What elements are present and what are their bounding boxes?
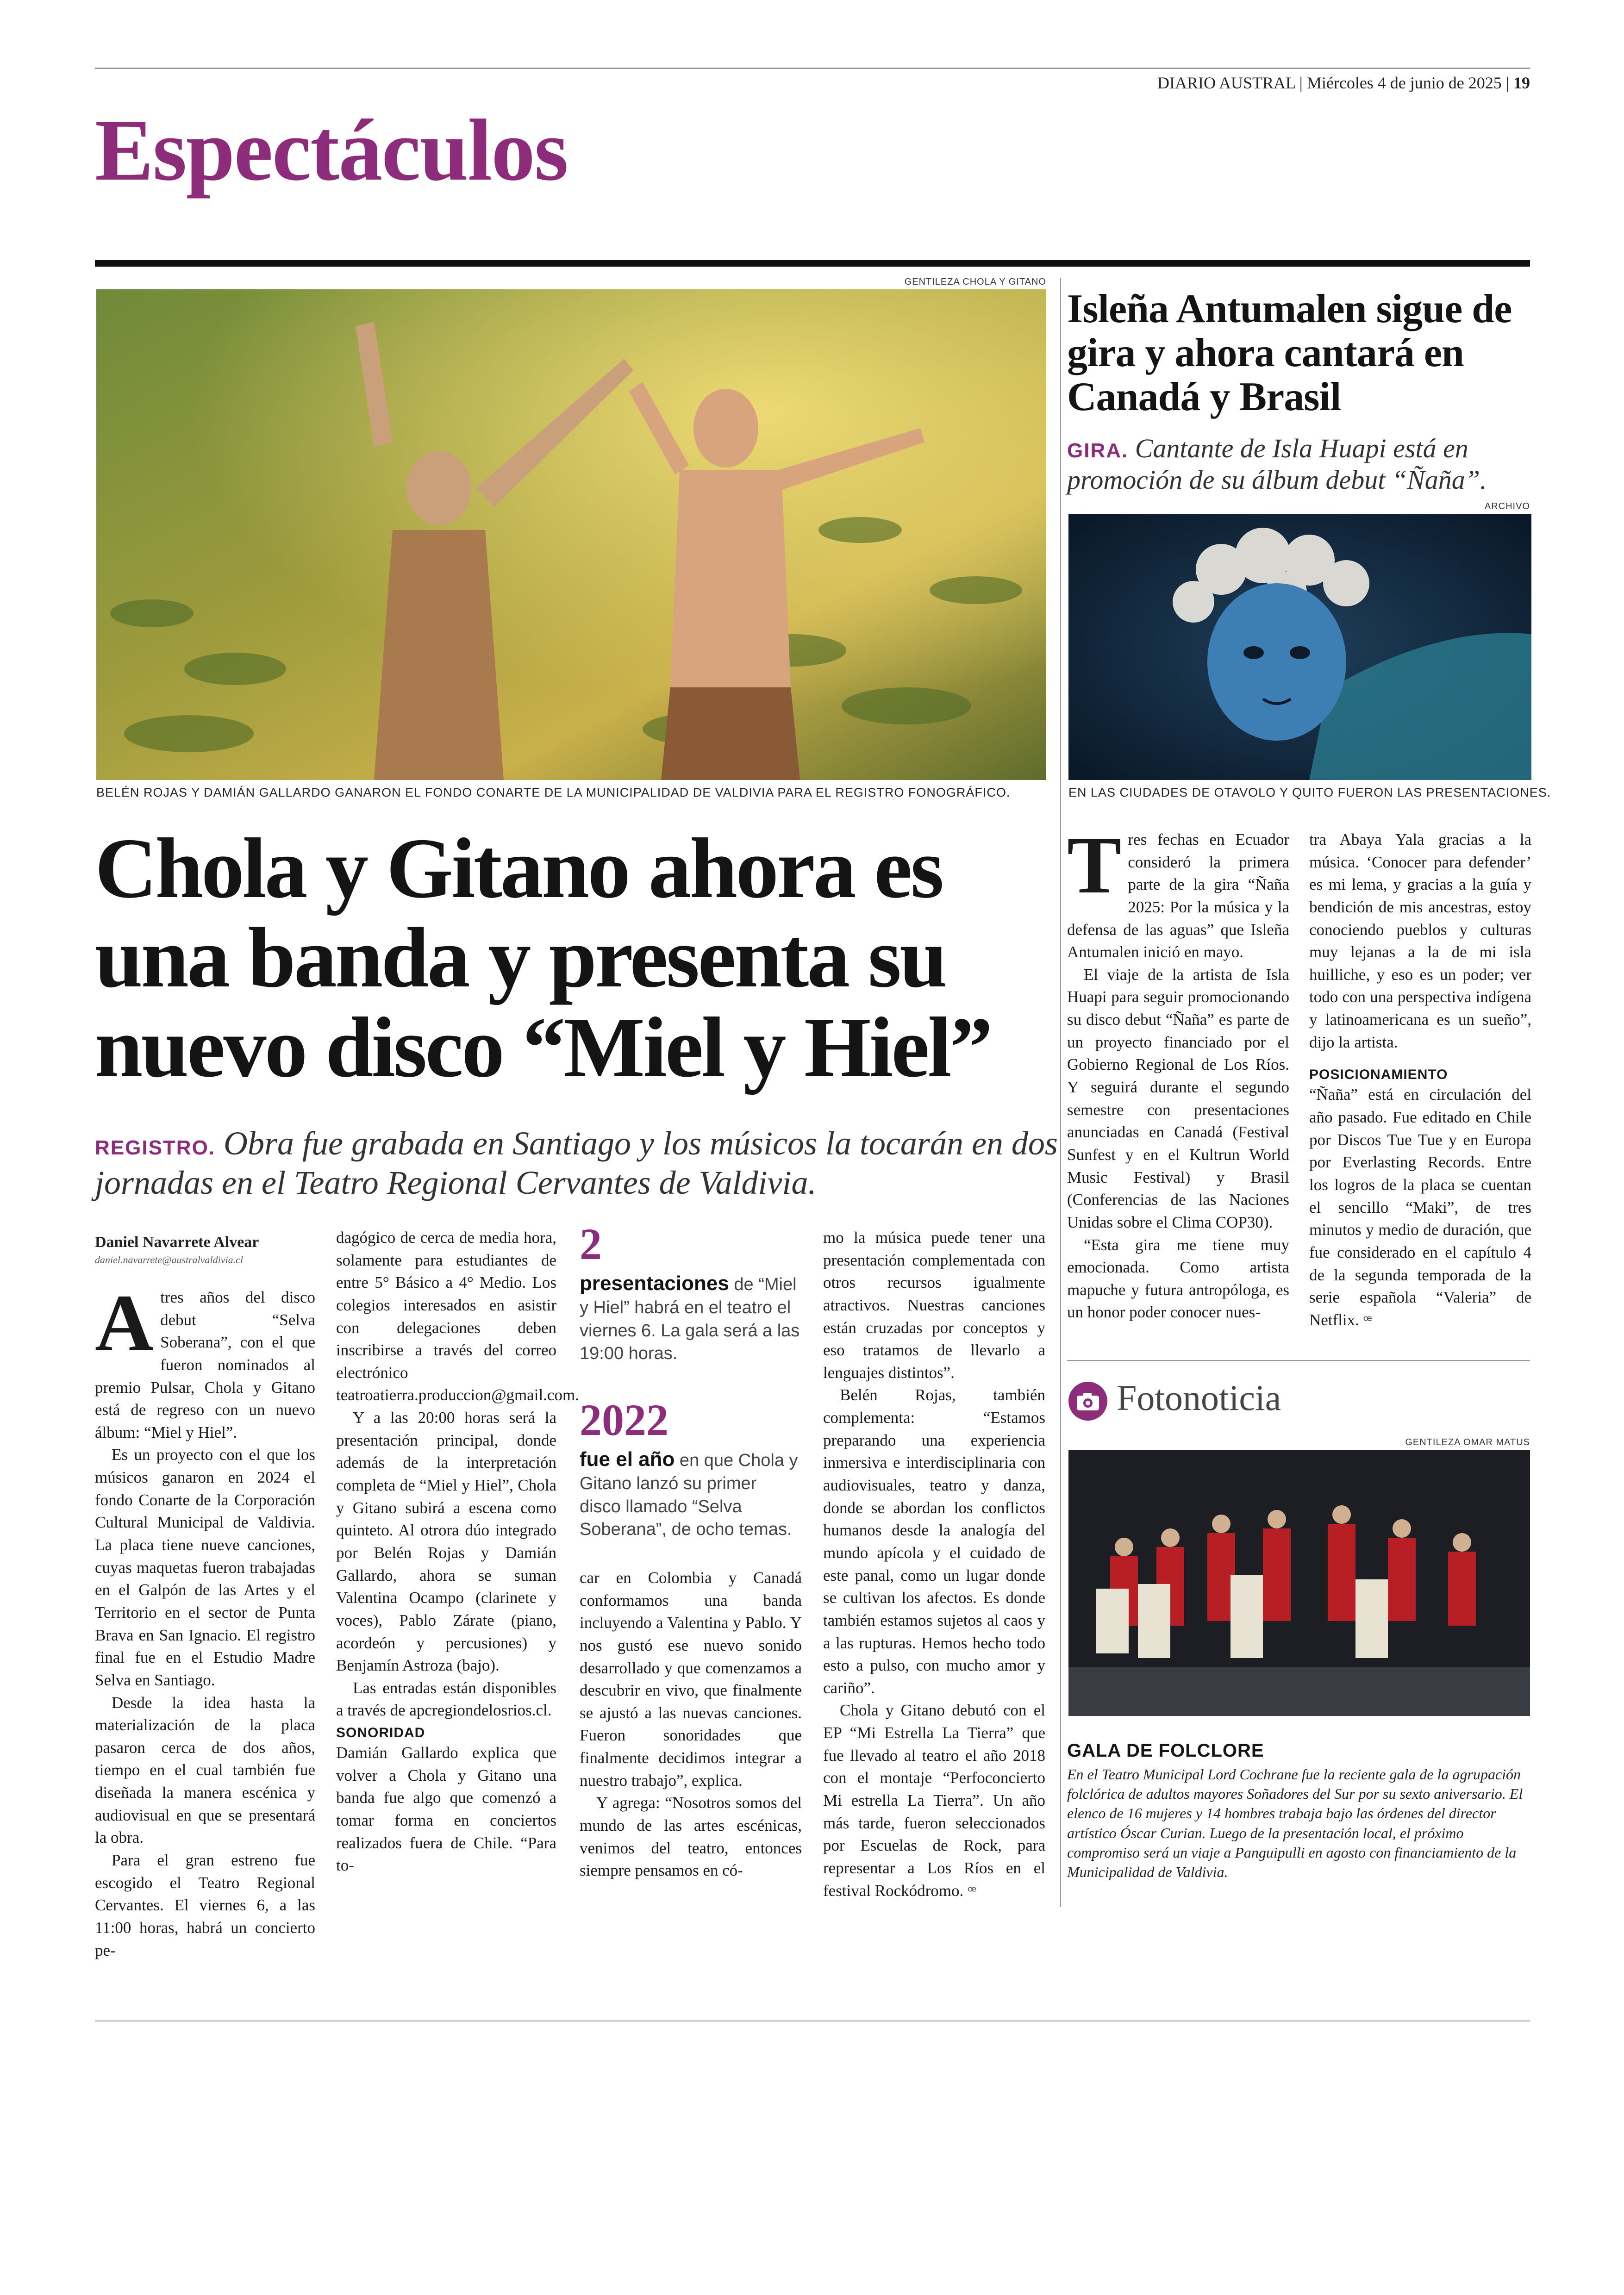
main-col1-p3: Desde la idea hasta la materialización de la placa pasaron cerca de dos años, tiempo en el cual también fue diseñada la manera escénica y audiovisual en que se presentará la obra. <box>95 1693 315 1847</box>
side-col1-p1: res fechas en Ecuador consideró la primera parte de la gira “Ñaña 2025: Por la música y la defensa de las aguas” que Isleña Antumalen inició en mayo. <box>1067 830 1289 961</box>
section-rule <box>95 260 1530 267</box>
main-col4-p3 <box>823 1699 1045 1902</box>
gala-photo-credit: GENTILEZA OMAR MATUS <box>1405 1437 1530 1447</box>
fact2-number: 2022 <box>580 1395 668 1445</box>
fotonoticia-title: Fotonoticia <box>1117 1378 1281 1418</box>
section-title: Espectáculos <box>95 102 568 199</box>
side-photo-credit: ARCHIVO <box>1484 501 1530 511</box>
main-col-1 <box>95 1234 315 1962</box>
fact2-bold: fue el año <box>580 1448 675 1471</box>
main-col4-p2: Belén Rojas, también complementa: “Estamos preparando una experiencia inmersiva e interdisciplinaria con audiovisuales, teatro y danza, donde se abordan los conflictos humanos desde la analogía del mundo apícola y el cuidado de este panal, como un lugar donde se cultivan los afectos. Es donde también estamos sujetos al caos y a las rupturas. Hemos hecho todo esto a pulso, con mucho amor y cariño”. <box>823 1386 1045 1697</box>
end-mark: ꟹ <box>968 1883 977 1899</box>
main-col2-p2: Y a las 20:00 horas será la presentación principal, donde además de la interpretación completa de “Miel y Hiel”, Chola y Gitano subirá a escena como quinteto. Al otrora dúo integrado por Belén Rojas y Damián Gallardo, ahora se suman Valentina Ocampo (clarinete y voces), Pablo Zárate (piano, acordeón y percusiones) y Benjamín Astroza (bajo). <box>336 1409 556 1675</box>
main-col1-p1: tres años del disco debut “Selva Soberana”, con el que fueron nominados al premio Pulsar, Chola y Gitano está de regreso con un nuevo álbum: “Miel y Hiel”. <box>95 1288 315 1441</box>
side-subhead-posicionamiento: POSICIONAMIENTO <box>1309 1067 1448 1083</box>
side-end-mark: ꟹ <box>1363 1313 1372 1328</box>
page-number: 19 <box>1513 74 1530 92</box>
side-photo <box>1068 514 1531 780</box>
side-kicker-tag: GIRA. <box>1067 439 1129 462</box>
main-col4-p3-text: Chola y Gitano debutó con el EP “Mi Estrella La Tierra” que fue llevado al teatro el año 2018 con el montaje “Perfoconcierto Mi estrella La Tierra”. Un año más tarde, fueron seleccionados por Escuelas de Rock, para representar a Los Ríos en el festival Rockódromo. <box>823 1701 1045 1900</box>
fotonoticia-rule <box>1067 1360 1530 1361</box>
side-col-1 <box>1067 820 1289 1324</box>
gala-headline: GALA DE FOLCLORE <box>1067 1740 1264 1761</box>
masthead: DIARIO AUSTRAL | Miércoles 4 de junio de 2025 | 19 <box>1157 74 1530 92</box>
main-col2-p1: dagógico de cerca de media hora, solamente para estudiantes de entre 5° Básico a 4° Medio. Los colegios interesados en asistir con delegaciones deben inscribirse a través del correo electrónico teatroatierra.produccion@gmail.com. <box>336 1229 579 1404</box>
side-col-2 <box>1309 829 1531 1331</box>
main-col-4 <box>823 1227 1045 1902</box>
side-col1-p3: “Esta gira me tiene muy emocionada. Como artista mapuche y futura antropóloga, es un honor poder conocer nues- <box>1067 1235 1289 1322</box>
side-col2-p2 <box>1309 1084 1531 1331</box>
issue-date: Miércoles 4 de junio de 2025 <box>1306 74 1502 92</box>
fact-box-1 <box>580 1219 802 1365</box>
main-col-2 <box>336 1227 579 1877</box>
main-photo-caption: BELÉN ROJAS Y DAMIÁN GALLARDO GANARON EL FONDO CONARTE DE LA MUNICIPALIDAD DE VALDIVIA PARA EL REGISTRO FONOGRÁFICO. <box>96 786 1011 799</box>
author-email: daniel.navarrete@australvaldivia.cl <box>95 1254 244 1266</box>
main-col-3 <box>580 1567 802 1882</box>
main-col1-p4: Para el gran estreno fue escogido el Teatro Regional Cervantes. El viernes 6, a las 11:00 horas, habrá un concierto pe- <box>95 1851 315 1959</box>
top-rule <box>95 68 1530 69</box>
main-subhead-sonoridad: SONORIDAD <box>336 1725 425 1741</box>
main-col4-p1: mo la música puede tener una presentación complementada con otros recursos igualmente atractivos. Nuestras canciones están cruzadas por conceptos y eso tratamos de llevarlo a lenguajes distintos”. <box>823 1229 1045 1382</box>
main-kicker-tag: REGISTRO. <box>95 1136 216 1159</box>
main-photo <box>96 289 1046 780</box>
side-photo-caption: EN LAS CIUDADES DE OTAVOLO Y QUITO FUERON LAS PRESENTACIONES. <box>1068 786 1551 799</box>
main-col3-p1: car en Colombia y Canadá conformamos una banda incluyendo a Valentina y Pablo. Y nos gustó ese nuevo sonido desarrollado y que comenzamos a descubrir en vivo, que finalmente se ajustó a las nuevas canciones. Fueron sonoridades que finalmente decidimos integrar a nuestro trabajo”, explica. <box>580 1569 802 1790</box>
fact1-number: 2 <box>580 1219 602 1269</box>
gala-text: En el Teatro Municipal Lord Cochrane fue la reciente gala de la agrupación folclórica de adultos mayores Soñadores del Sur por su sexto aniversario. El elenco de 16 mujeres y 14 hombres trabaja bajo las órdenes del director artístico Óscar Curian. Luego de la presentación local, el próximo compromiso será un viaje a Panguipulli en agosto con financiamiento de la Municipalidad de Valdivia. <box>1067 1766 1523 1881</box>
side-headline: Isleña Antumalen sigue de gira y ahora cantará en Canadá y Brasil <box>1067 287 1512 420</box>
side-kicker <box>1067 433 1530 496</box>
fact1-text: de “Miel y Hiel” habrá en el teatro el viernes 6. La gala será a las 19:00 horas. <box>580 1275 800 1363</box>
main-col3-p2: Y agrega: “Nosotros somos del mundo de las artes escénicas, venimos del teatro, entonces siempre pensamos en có- <box>580 1794 802 1880</box>
main-dropcap: A <box>95 1278 154 1368</box>
column-separator <box>1060 278 1061 1907</box>
main-photo-credit: GENTILEZA CHOLA Y GITANO <box>904 277 1046 287</box>
side-col1-p2: El viaje de la artista de Isla Huapi para seguir promocionando su disco debut “Ñaña” es parte de un proyecto financiado por el Gobierno Regional de Los Ríos. Y seguirá durante el segundo semestre con presentaciones anunciadas en Canadá (Festival Sunfest y en el Kultrun World Music Festival) y Brasil (Conferencias de las Naciones Unidas sobre el Clima COP30). <box>1067 965 1289 1231</box>
fact2-text: en que Chola y Gitano lanzó su primer disco llamado “Selva Soberana”, de ocho temas. <box>580 1451 798 1539</box>
side-kicker-text: Cantante de Isla Huapi está en promoción de su álbum debut “Ñaña”. <box>1067 433 1487 495</box>
main-col2-p3: Las entradas están disponibles a través de apcregiondelosrios.cl. <box>336 1678 556 1720</box>
fact-box-2 <box>580 1395 802 1541</box>
main-kicker-text: Obra fue grabada en Santiago y los músicos la tocarán en dos jornadas en el Teatro Regional Cervantes de Valdivia. <box>95 1125 1058 1201</box>
paper-name: DIARIO AUSTRAL <box>1157 74 1295 92</box>
main-headline: Chola y Gitano ahora es una banda y presenta su nuevo disco “Miel y Hiel” <box>95 821 991 1095</box>
main-kicker <box>95 1124 1067 1203</box>
main-col2-p4: Damián Gallardo explica que volver a Chola y Gitano una banda fue algo que comenzó a tomar forma en conciertos realizados fuera de Chile. “Para to- <box>336 1744 556 1875</box>
side-col2-p2-text: “Ñaña” está en circulación del año pasado. Fue editado en Chile por Discos Tue Tue y en Europa por Everlasting Records. Entre los logros de la placa se cuentan el sencillo “Maki”, de tres minutos y medio de duración, que fue considerado en el capítulo 4 de la segunda temporada de la serie española “Valeria” de Netflix. <box>1309 1085 1531 1329</box>
camera-icon <box>1068 1382 1107 1421</box>
gala-photo <box>1068 1450 1530 1716</box>
side-dropcap: T <box>1067 820 1122 911</box>
fact1-bold: presentaciones <box>580 1272 729 1295</box>
author-name: Daniel Navarrete Alvear <box>95 1234 259 1251</box>
side-col2-p1: tra Abaya Yala gracias a la música. ‘Conocer para defender’ es mi lema, y gracias a la guía y bendición de mis ancestras, estoy conociendo pueblos y culturas muy lejanas a la de mi isla huilliche, y eso es un poder; ver todo con una perspectiva indígena y latinoamericana es un sueño”, dijo la artista. <box>1309 830 1531 1051</box>
main-col1-p2: Es un proyecto con el que los músicos ganaron en 2024 el fondo Conarte de la Corporación Cultural Municipal de Valdivia. La placa tiene nueve canciones, cuyas maquetas fueron trabajadas en el Galpón de las Artes y el Territorio en el sector de Punta Brava en San Ignacio. El registro final fue en el Estudio Madre Selva en Santiago. <box>95 1446 315 1689</box>
